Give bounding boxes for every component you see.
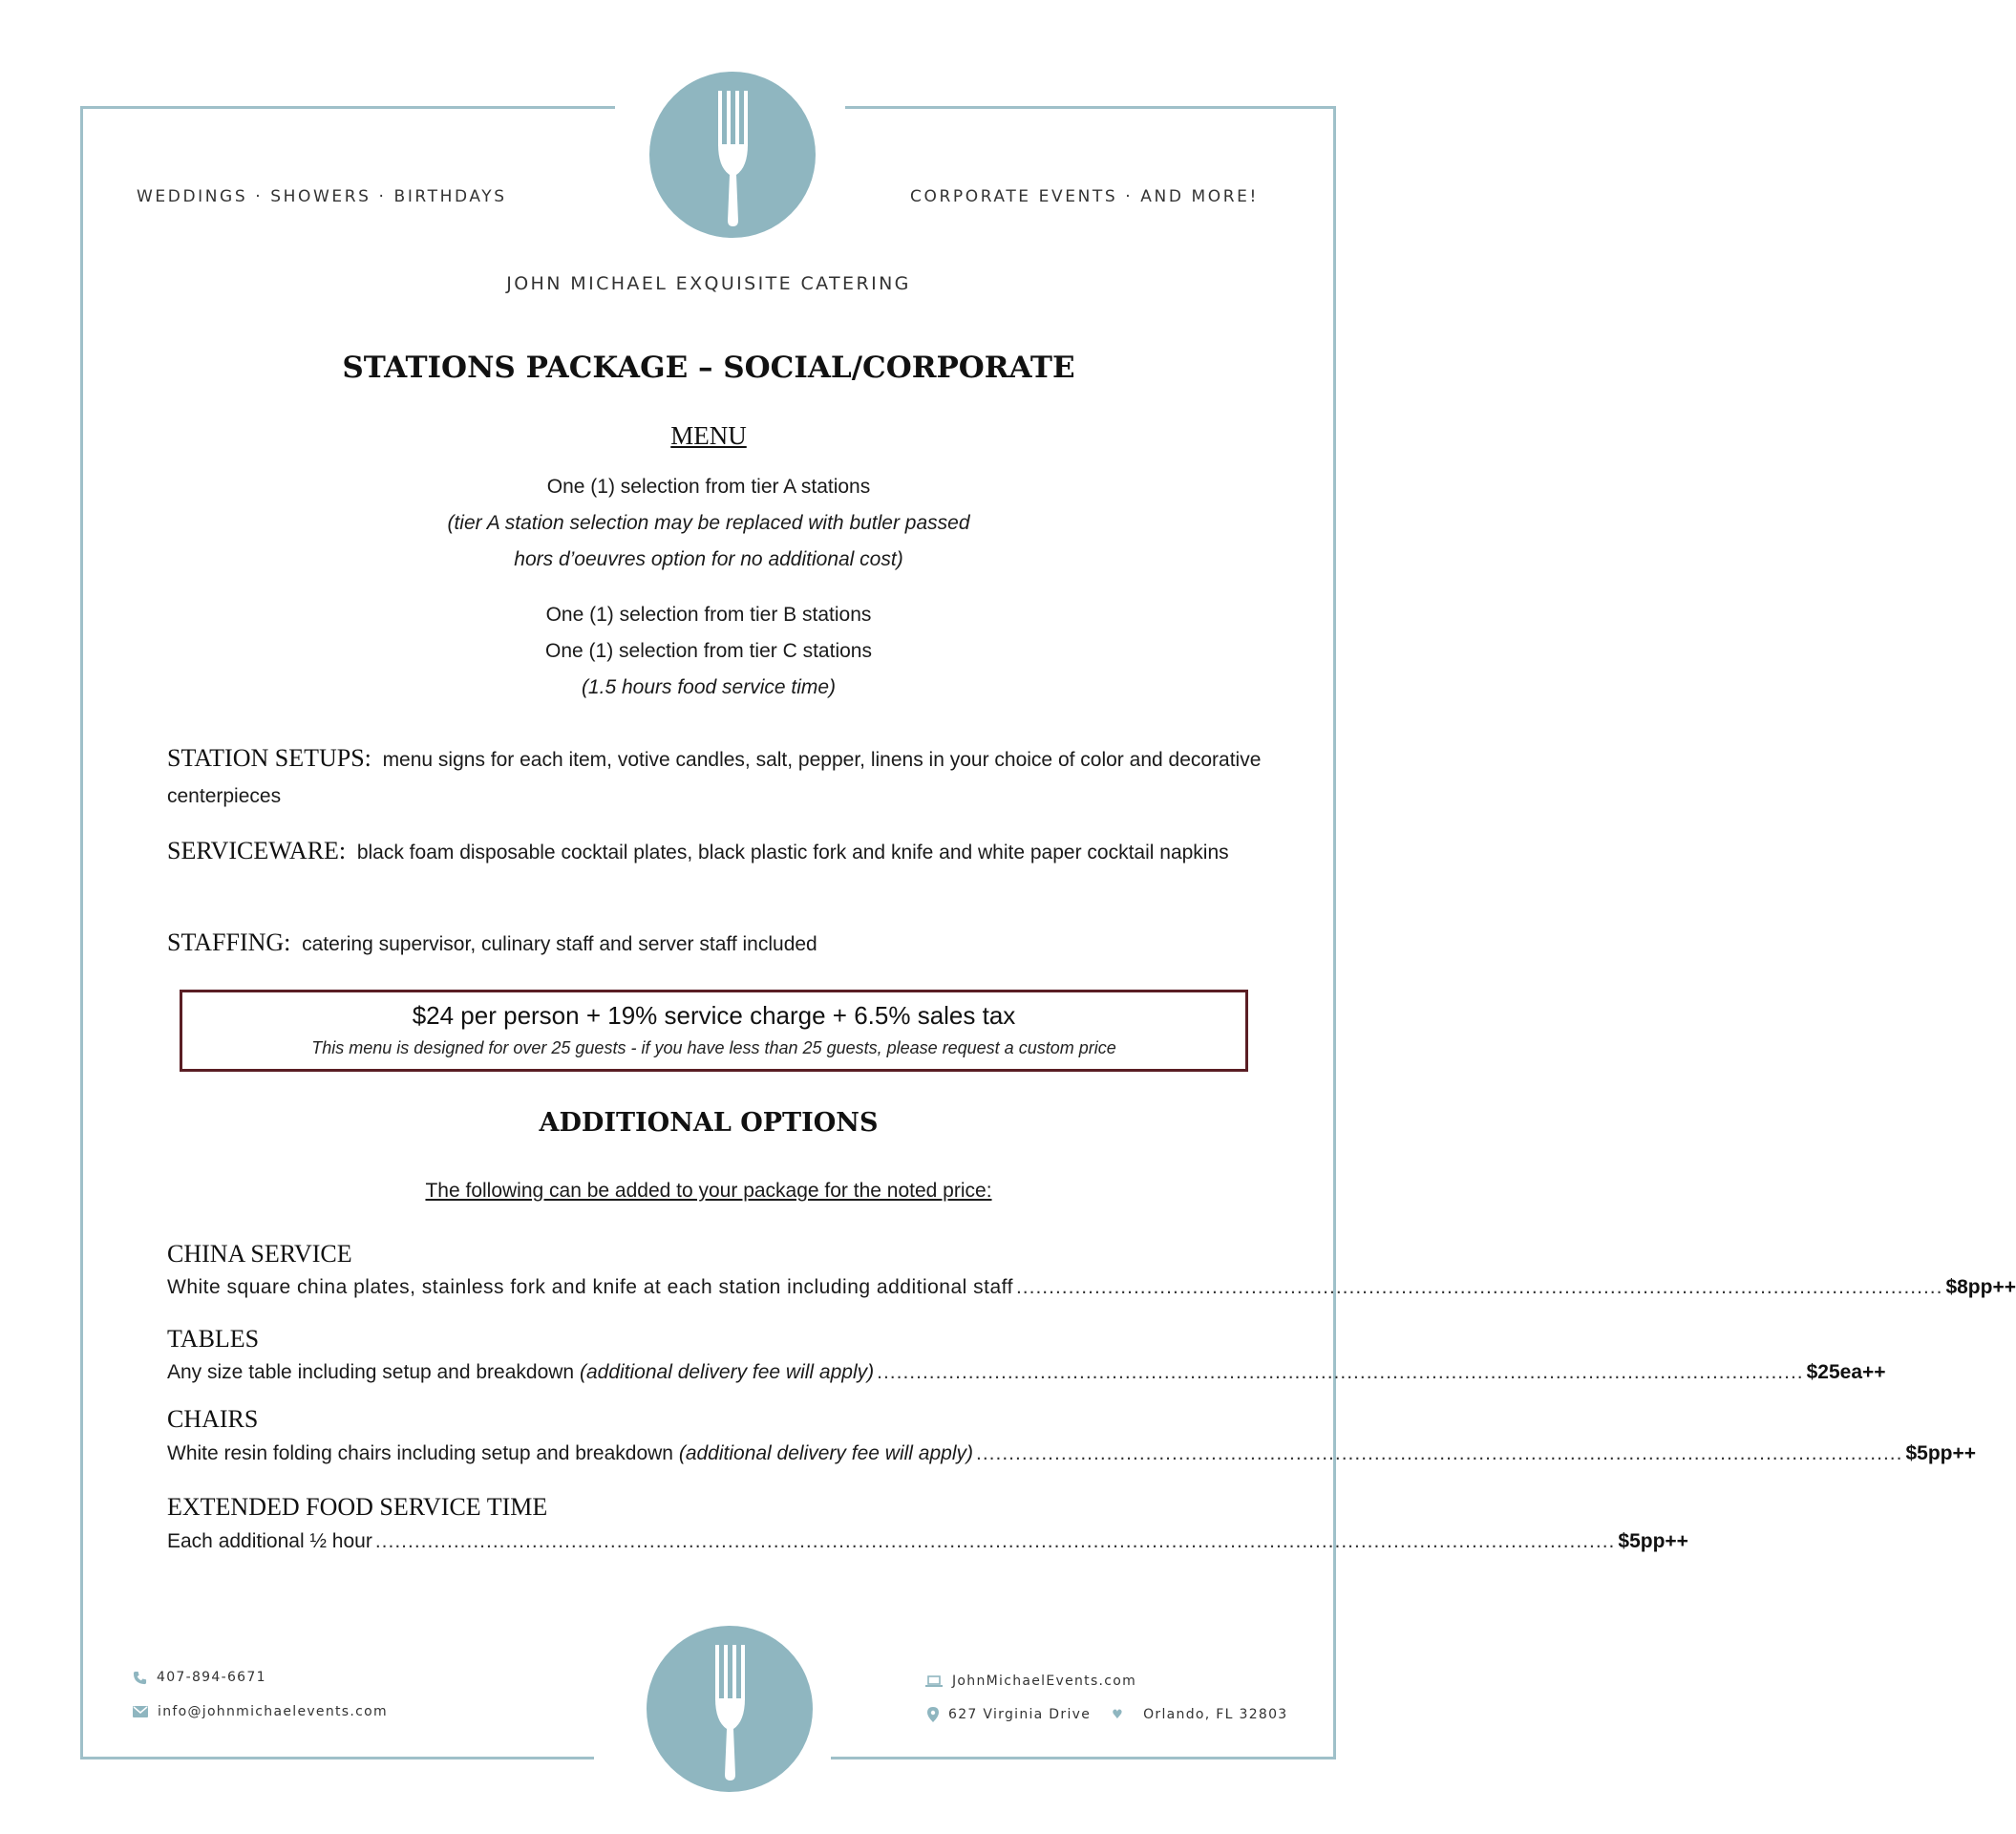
option-note-tables: (additional delivery fee will apply)	[579, 1361, 875, 1383]
menu-line-tier-b: One (1) selection from tier B stations	[545, 604, 872, 626]
option-title-extended: EXTENDED FOOD SERVICE TIME	[167, 1493, 548, 1521]
option-desc-chairs: White resin folding chairs including setup and breakdown	[167, 1442, 673, 1464]
option-price-chairs: $5pp++	[1905, 1442, 1977, 1464]
additional-options-subtitle: The following can be added to your package for the noted price:	[425, 1180, 992, 1202]
contact-phone[interactable]	[133, 1670, 266, 1685]
menu-line-tier-c: One (1) selection from tier C stations	[545, 640, 872, 662]
website-url: JohnMichaelEvents.com	[952, 1674, 1137, 1689]
email-address: info@johnmichaelevents.com	[158, 1704, 388, 1719]
menu-note-1: (tier A station selection may be replaced with butler passed	[447, 512, 970, 534]
option-dots: ..............................................................................................................................................	[975, 1442, 1903, 1464]
option-line-extended	[167, 1530, 1688, 1553]
fork-logo-icon	[647, 1626, 813, 1792]
station-setups-text: menu signs for each item, votive candles, salt, pepper, linens in your choice of color and decorative centerpieces	[167, 749, 1262, 807]
city-address: Orlando, FL 32803	[1143, 1707, 1288, 1722]
mail-icon	[133, 1706, 148, 1717]
phone-number: 407-894-6671	[157, 1670, 266, 1685]
station-setups	[167, 740, 1265, 815]
fork-logo-icon	[649, 72, 816, 238]
price-box	[180, 990, 1248, 1072]
option-title-tables: TABLES	[167, 1325, 260, 1353]
contact-address	[927, 1707, 1288, 1722]
staffing	[167, 925, 1265, 963]
menu-heading: MENU	[670, 421, 747, 450]
street-address: 627 Virginia Drive	[948, 1707, 1092, 1722]
staffing-text: catering supervisor, culinary staff and server staff included	[302, 933, 817, 955]
option-desc-extended: Each additional ½ hour	[167, 1530, 372, 1552]
price-main: $24 per person + 19% service charge + 6.5% sales tax	[412, 1001, 1016, 1030]
heart-icon: ♥	[1112, 1707, 1125, 1722]
option-price-tables: $25ea++	[1806, 1361, 1886, 1383]
option-dots: ..............................................................................................................................................	[877, 1361, 1804, 1383]
laptop-icon	[925, 1675, 943, 1688]
option-desc-china: White square china plates, stainless fork and knife at each station including additional staff	[167, 1276, 1013, 1298]
phone-icon	[133, 1671, 147, 1685]
staffing-label: STAFFING:	[167, 928, 291, 956]
option-line-china	[167, 1276, 2016, 1299]
frame-bottom-left	[80, 1757, 594, 1759]
option-title-chairs: CHAIRS	[167, 1405, 259, 1433]
frame-top-left	[80, 106, 615, 109]
location-pin-icon	[927, 1707, 939, 1722]
option-line-tables	[167, 1361, 1886, 1384]
tagline-right: CORPORATE EVENTS · AND MORE!	[910, 187, 1259, 206]
price-note: This menu is designed for over 25 guests - if you have less than 25 guests, please request a custom price	[311, 1038, 1116, 1057]
frame-bottom-right	[831, 1757, 1336, 1759]
menu-service-time: (1.5 hours food service time)	[581, 676, 837, 698]
brand-name: JOHN MICHAEL EXQUISITE CATERING	[506, 273, 911, 294]
page-title: STATIONS PACKAGE – SOCIAL/CORPORATE	[342, 351, 1075, 385]
contact-website[interactable]	[925, 1674, 1136, 1689]
option-dots: ..............................................................................................................................................	[1015, 1276, 1943, 1298]
menu-note-2: hors d’oeuvres option for no additional cost)	[514, 548, 903, 570]
station-setups-label: STATION SETUPS:	[167, 744, 371, 772]
frame-top-right	[845, 106, 1336, 109]
contact-email[interactable]	[133, 1704, 388, 1719]
option-price-china: $8pp++	[1945, 1276, 2016, 1298]
additional-options-title: ADDITIONAL OPTIONS	[539, 1108, 879, 1138]
option-desc-tables: Any size table including setup and breakdown	[167, 1361, 575, 1383]
option-line-chairs	[167, 1442, 1977, 1465]
serviceware-label: SERVICEWARE:	[167, 837, 347, 864]
option-dots: ..............................................................................................................................................................................................	[374, 1530, 1616, 1552]
serviceware-text: black foam disposable cocktail plates, black plastic fork and knife and white paper cocktail napkins	[356, 842, 1229, 864]
option-title-china: CHINA SERVICE	[167, 1240, 352, 1268]
menu-line-tier-a: One (1) selection from tier A stations	[546, 476, 871, 498]
tagline-left: WEDDINGS · SHOWERS · BIRTHDAYS	[137, 187, 507, 206]
option-price-extended: $5pp++	[1618, 1530, 1688, 1552]
option-note-chairs: (additional delivery fee will apply)	[678, 1442, 973, 1464]
serviceware	[167, 833, 1265, 871]
